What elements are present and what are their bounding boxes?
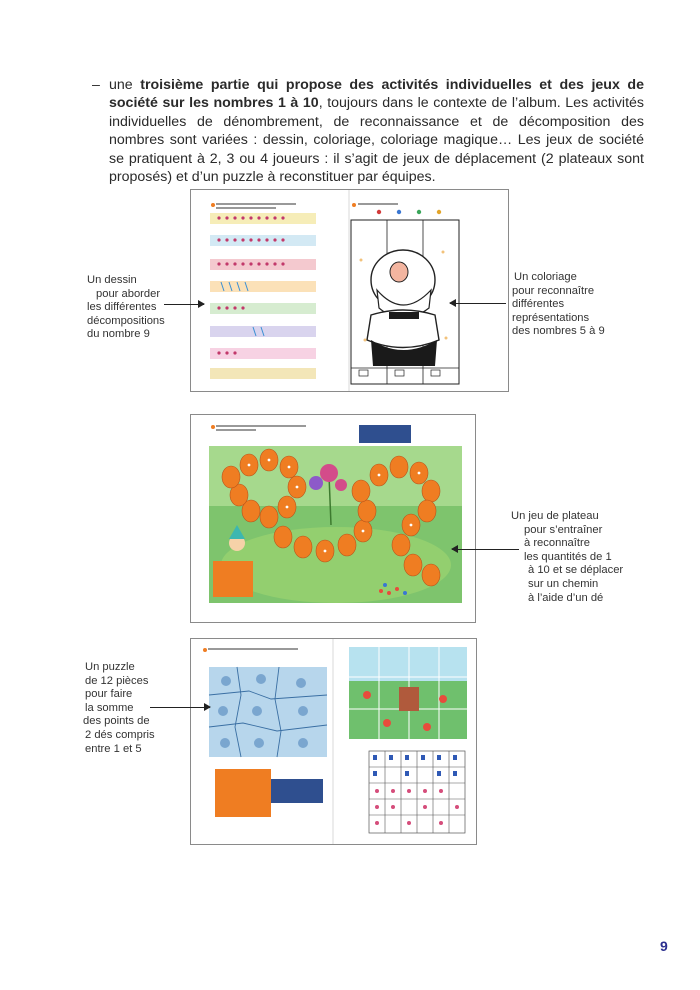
annotation-line: Un puzzle xyxy=(85,661,135,673)
annotation-line: à l’aide d’un dé xyxy=(528,591,604,604)
intro-bold: troisième partie qui propose des activités individuelles et des jeux de société sur les nombres 1 à 10 xyxy=(109,77,644,112)
annotation-line: la somme xyxy=(85,701,134,714)
annotation-line: des nombres 5 à 9 xyxy=(512,325,605,338)
annotation-line: représentations xyxy=(512,311,590,324)
annotation-line: de 12 pièces xyxy=(85,674,149,687)
spread-2-illustration xyxy=(191,415,475,622)
list-dash: – xyxy=(92,77,100,93)
annotation-line: entre 1 et 5 xyxy=(85,742,142,755)
annotation-board-game xyxy=(511,510,624,605)
spread-drawing-coloring xyxy=(190,189,509,392)
arrow-puzzle xyxy=(150,707,210,708)
intro-rest: , toujours dans le contexte de l’album. Les activités individuelles de dénombrement, de reconnaissance et de décomposition des nombres sont variées : dessin, coloriage, coloriage magique… Les jeux de société se pratiquent à 2, 3 ou 4 joueurs : il s’agit de jeux de déplacement (2 plateaux sont proposés) et d’un puzzle à reconstituer par équipes. xyxy=(109,95,645,186)
annotation-line: différentes xyxy=(512,298,565,311)
intro-lead: une xyxy=(109,77,141,93)
annotation-line: pour s’entraîner xyxy=(524,523,603,536)
annotation-line: du nombre 9 xyxy=(87,328,150,341)
annotation-drawing xyxy=(87,274,165,342)
intro-text xyxy=(109,76,644,186)
annotation-line: pour faire xyxy=(85,688,133,701)
annotation-line: à reconnaître xyxy=(524,537,590,550)
annotation-line: Un jeu de plateau xyxy=(511,510,599,522)
arrow-coloring xyxy=(450,303,506,304)
annotation-line: pour reconnaître xyxy=(512,284,595,297)
annotation-line: décompositions xyxy=(87,314,165,327)
intro-paragraph xyxy=(92,76,644,186)
arrow-board-game xyxy=(452,549,519,550)
annotation-line: des points de xyxy=(83,715,150,728)
annotation-line: les différentes xyxy=(87,301,157,314)
annotation-line: sur un chemin xyxy=(528,577,599,590)
annotation-puzzle xyxy=(85,661,155,756)
page-number: 9 xyxy=(660,938,668,954)
spread-puzzle xyxy=(190,638,477,845)
annotation-line: les quantités de 1 xyxy=(524,550,612,563)
spread-3-illustration xyxy=(191,639,476,844)
annotation-line: pour aborder xyxy=(96,287,161,300)
annotation-line: 2 dés compris xyxy=(85,728,155,741)
annotation-coloring xyxy=(512,271,605,339)
spread-board-game xyxy=(190,414,476,623)
annotation-line: à 10 et se déplacer xyxy=(528,564,624,577)
annotation-line: Un dessin xyxy=(87,274,137,286)
arrow-drawing xyxy=(164,304,204,305)
annotation-line: Un coloriage xyxy=(514,271,577,283)
spread-1-illustration xyxy=(191,190,508,391)
